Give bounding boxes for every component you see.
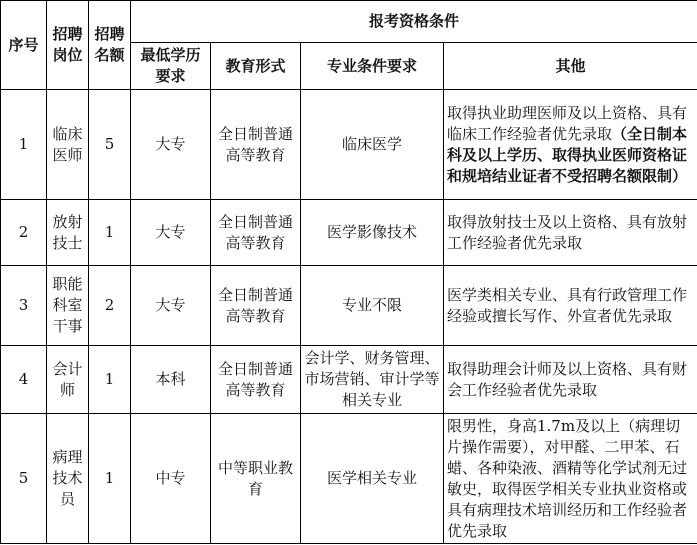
cell-position: 职能科室干事: [47, 266, 89, 346]
cell-major: 会计学、财务管理、市场营销、审计学等相关专业: [301, 346, 444, 414]
cell-no: 4: [1, 346, 47, 414]
table-row: [1, 200, 697, 266]
cell-education: 大专: [131, 90, 211, 200]
cell-no: 2: [1, 200, 47, 266]
header-education-form: 教育形式: [211, 43, 301, 90]
cell-education-form: 全日制普通高等教育: [211, 346, 301, 414]
other-text: 取得执业助理医师及以上资格、具有临床工作经验者优先录取: [447, 103, 688, 143]
cell-no: 5: [1, 414, 47, 544]
cell-education-form: 中等职业教育: [211, 414, 301, 544]
cell-education-form: 全日制普通高等教育: [211, 200, 301, 266]
header-other: 其他: [444, 43, 697, 90]
cell-major: 医学相关专业: [301, 414, 444, 544]
header-education: 最低学历要求: [131, 43, 211, 90]
cell-no: 3: [1, 266, 47, 346]
table-row: [1, 414, 697, 544]
header-quota: 招聘名额: [89, 1, 131, 90]
cell-education: 本科: [131, 346, 211, 414]
cell-quota: 1: [89, 200, 131, 266]
cell-major: 临床医学: [301, 90, 444, 200]
cell-quota: 2: [89, 266, 131, 346]
header-major: 专业条件要求: [301, 43, 444, 90]
table-row: [1, 346, 697, 414]
cell-other: 取得放射技士及以上资格、具有放射工作经验者优先录取: [444, 200, 697, 266]
table-row: [1, 90, 697, 200]
table-row: [1, 266, 697, 346]
cell-other: 限男性，身高1.7m及以上（病理切片操作需要），对甲醛、二甲苯、石蜡、各种染液、酒精等化学试剂无过敏史，取得医学相关专业执业资格或具有病理技术培训经历和工作经验者优先录取: [444, 414, 697, 544]
cell-quota: 5: [89, 90, 131, 200]
cell-education-form: 全日制普通高等教育: [211, 266, 301, 346]
cell-education: 中专: [131, 414, 211, 544]
cell-education-form: 全日制普通高等教育: [211, 90, 301, 200]
cell-other: 取得助理会计师及以上资格、具有财会工作经验者优先录取: [444, 346, 697, 414]
header-qualification-group: 报考资格条件: [131, 1, 697, 43]
cell-education: 大专: [131, 266, 211, 346]
cell-position: 临床医师: [47, 90, 89, 200]
cell-position: 病理技术员: [47, 414, 89, 544]
header-position: 招聘岗位: [47, 1, 89, 90]
cell-education: 大专: [131, 200, 211, 266]
cell-position: 会计师: [47, 346, 89, 414]
cell-other: 医学类相关专业、具有行政管理工作经验或擅长写作、外宣者优先录取: [444, 266, 697, 346]
cell-no: 1: [1, 90, 47, 200]
cell-other: [444, 90, 697, 200]
cell-major: 专业不限: [301, 266, 444, 346]
cell-position: 放射技士: [47, 200, 89, 266]
cell-major: 医学影像技术: [301, 200, 444, 266]
cell-quota: 1: [89, 414, 131, 544]
cell-quota: 1: [89, 346, 131, 414]
header-no: 序号: [1, 1, 47, 90]
other-bold-note: （全日制本科及以上学历、取得执业医师资格证和规培结业证者不受招聘名额限制）: [447, 124, 688, 185]
